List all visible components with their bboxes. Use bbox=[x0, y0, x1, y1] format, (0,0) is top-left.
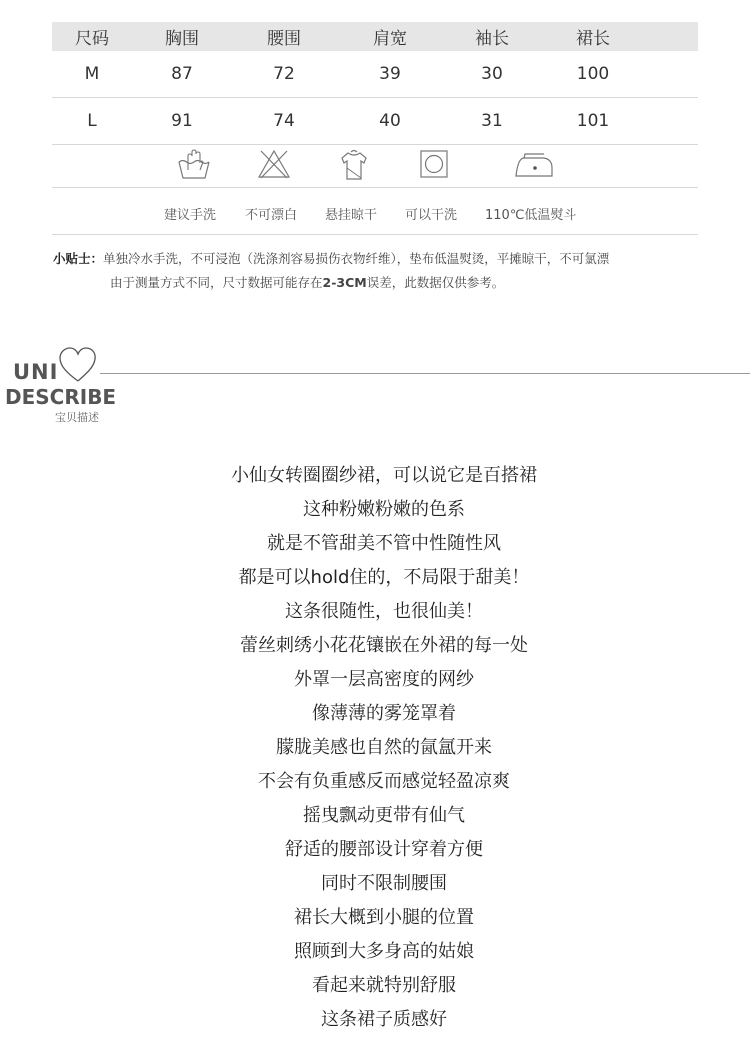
tips-line1: 单独冷水手洗，不可浸泡（洗涤剂容易损伤衣物纤维），垫布低温熨烫，平摊晾干，不可氯漂 bbox=[103, 251, 610, 266]
tips-line2-prefix: 由于测量方式不同，尺寸数据可能存在 bbox=[110, 275, 323, 290]
description-line: 就是不管甜美不管中性随性风 bbox=[267, 533, 501, 554]
product-description bbox=[0, 459, 750, 1037]
description-line: 裙长大概到小腿的位置 bbox=[294, 907, 474, 928]
description-line: 外罩一层高密度的网纱 bbox=[294, 669, 474, 690]
tips-block bbox=[53, 247, 713, 295]
description-line: 摇曳飘动更带有仙气 bbox=[303, 805, 465, 826]
description-line: 小仙女转圈圈纱裙，可以说它是百搭裙 bbox=[231, 465, 537, 486]
heart-icon bbox=[57, 345, 99, 385]
care-label: 可以干洗 bbox=[405, 208, 458, 223]
header-cell-length: 裙长 bbox=[576, 29, 610, 49]
description-line: 蕾丝刺绣小花花镶嵌在外裙的每一处 bbox=[240, 635, 528, 656]
care-labels-row bbox=[52, 188, 698, 235]
table-row bbox=[52, 51, 698, 98]
table-cell: 100 bbox=[576, 64, 610, 84]
table-cell: L bbox=[87, 111, 97, 131]
header-cell-size: 尺码 bbox=[75, 29, 109, 49]
tips-line2-bold: 2-3CM bbox=[322, 275, 367, 290]
iron-low-icon bbox=[514, 148, 554, 180]
section-title-en-1: UNI bbox=[13, 360, 59, 384]
description-line: 不会有负重感反而感觉轻盈凉爽 bbox=[258, 771, 510, 792]
table-cell: 74 bbox=[273, 111, 295, 131]
size-table-header bbox=[52, 22, 698, 51]
care-icons-row bbox=[52, 140, 698, 188]
description-line: 这条很随性，也很仙美！ bbox=[285, 601, 483, 622]
hand-wash-icon bbox=[176, 148, 212, 180]
no-bleach-icon bbox=[256, 148, 292, 180]
tips-label: 小贴士： bbox=[53, 251, 104, 266]
table-cell: 40 bbox=[379, 111, 401, 131]
care-label: 悬挂晾干 bbox=[325, 208, 378, 223]
description-line: 像薄薄的雾笼罩着 bbox=[312, 703, 456, 724]
table-cell: M bbox=[84, 64, 100, 84]
description-line: 朦胧美感也自然的氤氲开来 bbox=[276, 737, 492, 758]
size-table bbox=[52, 22, 698, 145]
description-line: 同时不限制腰围 bbox=[321, 873, 447, 894]
description-line: 这条裙子质感好 bbox=[321, 1009, 447, 1030]
header-cell-bust: 胸围 bbox=[165, 29, 199, 49]
table-cell: 30 bbox=[481, 64, 503, 84]
header-cell-waist: 腰围 bbox=[267, 29, 301, 49]
table-cell: 91 bbox=[171, 111, 193, 131]
care-label: 建议手洗 bbox=[164, 208, 217, 223]
header-cell-shoulder: 肩宽 bbox=[373, 29, 407, 49]
dry-clean-icon bbox=[418, 148, 450, 180]
header-cell-sleeve: 袖长 bbox=[475, 29, 509, 49]
table-cell: 101 bbox=[576, 111, 610, 131]
description-line: 舒适的腰部设计穿着方便 bbox=[285, 839, 483, 860]
description-line: 都是可以hold住的，不局限于甜美！ bbox=[238, 567, 530, 588]
description-line: 这种粉嫩粉嫩的色系 bbox=[303, 499, 465, 520]
table-cell: 87 bbox=[171, 64, 193, 84]
care-label: 不可漂白 bbox=[245, 208, 298, 223]
table-cell: 39 bbox=[379, 64, 401, 84]
description-line: 照顾到大多身高的姑娘 bbox=[294, 941, 474, 962]
section-divider bbox=[100, 373, 750, 374]
care-label: 110℃低温熨斗 bbox=[485, 208, 577, 223]
tips-line2-suffix: 误差，此数据仅供参考。 bbox=[366, 275, 505, 290]
tips-line2 bbox=[53, 271, 713, 295]
section-title-cn: 宝贝描述 bbox=[55, 411, 99, 424]
section-title-en-2: DESCRIBE bbox=[5, 385, 117, 409]
description-line: 看起来就特别舒服 bbox=[312, 975, 456, 996]
table-cell: 72 bbox=[273, 64, 295, 84]
table-cell: 31 bbox=[481, 111, 503, 131]
hang-dry-icon bbox=[336, 148, 372, 182]
table-row bbox=[52, 98, 698, 145]
